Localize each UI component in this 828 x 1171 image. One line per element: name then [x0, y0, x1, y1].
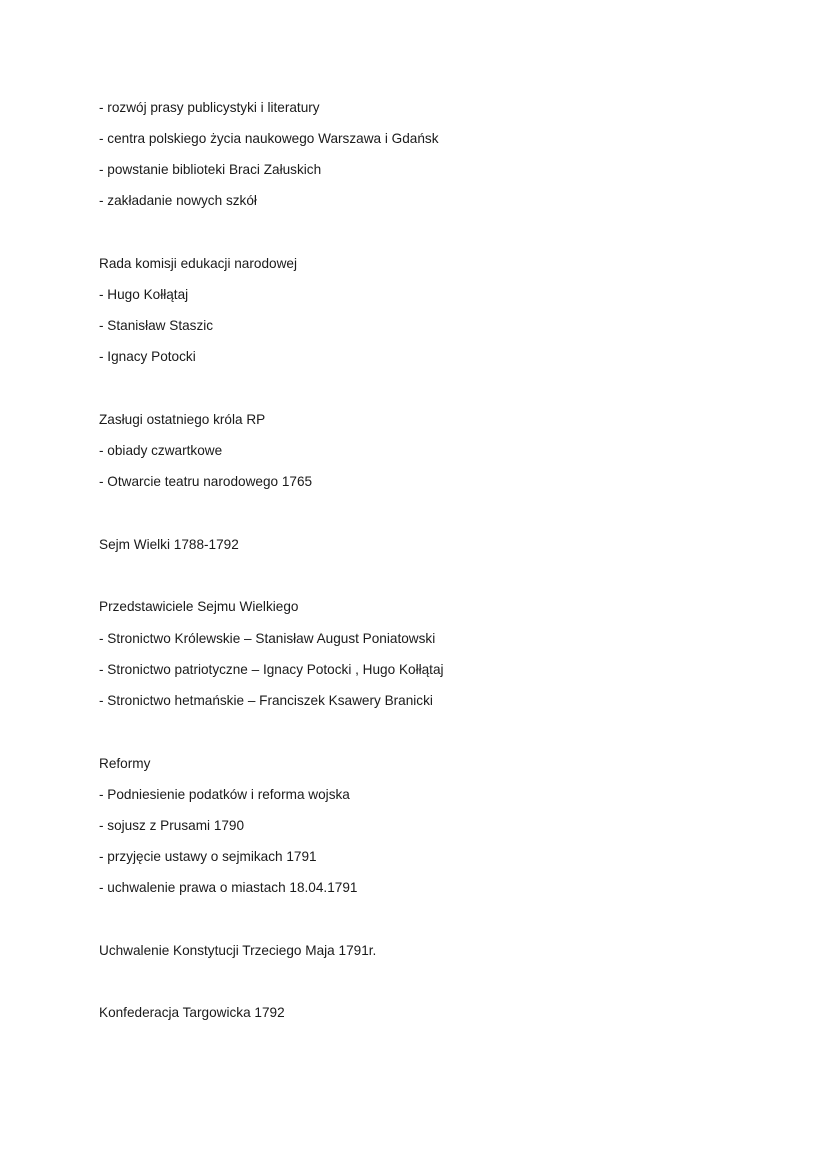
section-heading: Konfederacja Targowicka 1792: [99, 1005, 285, 1020]
section-heading: Sejm Wielki 1788-1792: [99, 537, 239, 552]
section-heading: Reformy: [99, 756, 151, 771]
list-item: - obiady czwartkowe: [99, 443, 223, 458]
list-item: - Stronictwo Królewskie – Stanisław August Poniatowski: [99, 631, 436, 646]
list-item: - Stronictwo hetmańskie – Franciszek Ksawery Branicki: [99, 693, 433, 708]
section-heading: Zasługi ostatniego króla RP: [99, 412, 266, 427]
list-item: - rozwój prasy publicystyki i literatury: [99, 100, 320, 115]
list-item: - powstanie biblioteki Braci Załuskich: [99, 162, 322, 177]
list-item: - zakładanie nowych szkół: [99, 193, 257, 208]
section-heading: Rada komisji edukacji narodowej: [99, 256, 297, 271]
list-item: - Otwarcie teatru narodowego 1765: [99, 474, 313, 489]
list-item: - Ignacy Potocki: [99, 349, 196, 364]
list-item: - sojusz z Prusami 1790: [99, 818, 245, 833]
list-item: - uchwalenie prawa o miastach 18.04.1791: [99, 880, 358, 895]
list-item: - Stronictwo patriotyczne – Ignacy Potocki , Hugo Kołłątaj: [99, 662, 444, 677]
list-item: - Podniesienie podatków i reforma wojska: [99, 787, 350, 802]
list-item: - centra polskiego życia naukowego Warszawa i Gdańsk: [99, 131, 439, 146]
list-item: - Stanisław Staszic: [99, 318, 214, 333]
list-item: - Hugo Kołłątaj: [99, 287, 189, 302]
section-heading: Przedstawiciele Sejmu Wielkiego: [99, 599, 299, 614]
section-heading: Uchwalenie Konstytucji Trzeciego Maja 1791r.: [99, 943, 377, 958]
list-item: - przyjęcie ustawy o sejmikach 1791: [99, 849, 317, 864]
